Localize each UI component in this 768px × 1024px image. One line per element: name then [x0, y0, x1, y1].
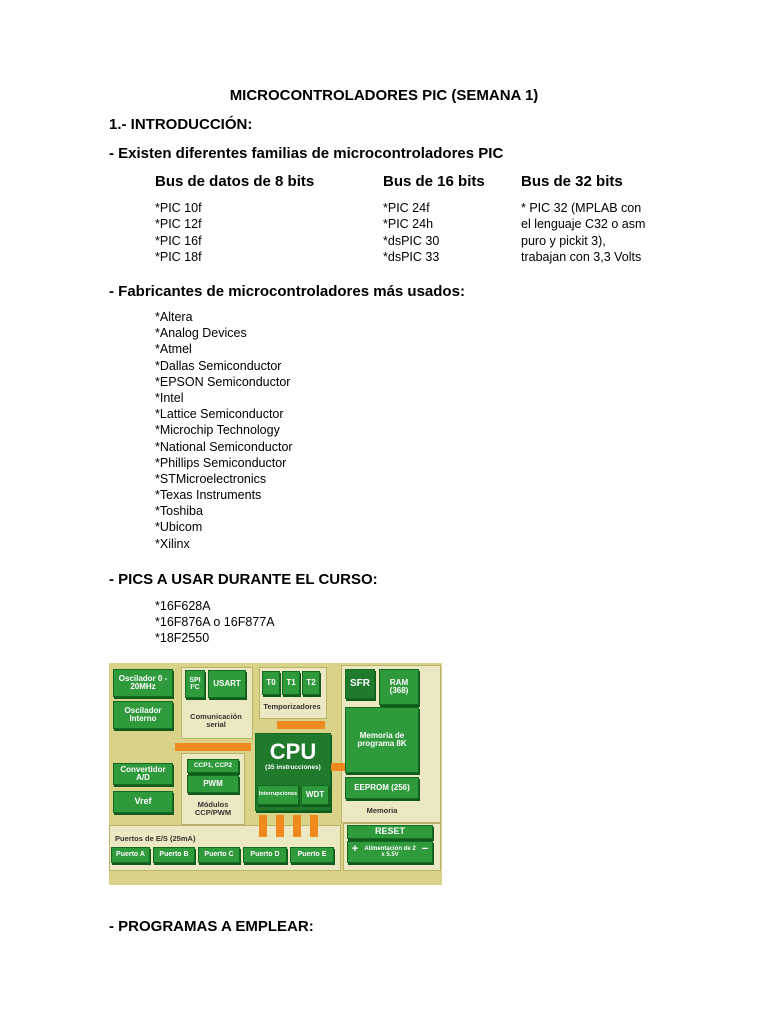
list-item: *Xilinx: [155, 536, 190, 551]
wdt-chip: WDT: [301, 785, 329, 805]
arrow-port-1: [259, 815, 267, 837]
pics-heading: - PICS A USAR DURANTE EL CURSO:: [109, 571, 378, 588]
memoria-label: Memoria: [366, 806, 398, 815]
arrow-port-4: [310, 815, 318, 837]
list-item: trabajan con 3,3 Volts: [521, 249, 642, 264]
convertidor-chip: Convertidor A/D: [113, 763, 173, 785]
arrow-cpu-memory: [331, 763, 345, 771]
list-item: *PIC 18f: [155, 249, 202, 264]
list-item: *Phillips Semiconductor: [155, 455, 287, 470]
alimentacion-chip: Alimentación de 2 x 5.5V: [347, 841, 433, 863]
manufacturers-list: [155, 309, 293, 552]
spi-chip: SPI I²C: [185, 670, 205, 698]
list-item: *dsPIC 30: [383, 233, 440, 248]
interrupciones-chip: Interrupciones: [257, 785, 299, 805]
list-item: * PIC 32 (MPLAB con: [521, 201, 642, 215]
oscilador-interno-chip: Oscilador Interno: [113, 701, 173, 729]
t0-chip: T0: [262, 671, 280, 695]
comunicacion-label: Comunicación serial: [190, 712, 242, 729]
list-item: *Atmel: [155, 342, 192, 357]
ccp-chip: CCP1, CCP2: [187, 759, 239, 773]
vref-chip: Vref: [113, 791, 173, 813]
puerto-b-chip: Puerto B: [153, 847, 195, 863]
usart-chip: USART: [208, 670, 246, 698]
list-item: el lenguaje C32 o asm: [521, 217, 646, 232]
list-item: *Analog Devices: [155, 326, 247, 341]
list-item: *Texas Instruments: [155, 488, 262, 503]
reset-chip: RESET: [347, 825, 433, 839]
list-item: *Intel: [155, 390, 184, 405]
list-item: *PIC 24h: [383, 217, 434, 232]
pic-block-diagram: [109, 663, 442, 885]
arrow-port-3: [293, 815, 301, 837]
pwm-chip: PWM: [187, 775, 239, 793]
list-item: *PIC 24f: [383, 201, 430, 215]
temporizadores-label: Temporizadores: [263, 702, 321, 711]
t2-chip: T2: [302, 671, 320, 695]
modulos-label: Módulos CCP/PWM: [194, 800, 232, 817]
list-item: *dsPIC 33: [383, 249, 440, 264]
memoria-programa-chip: Memoria de programa 8K: [345, 707, 419, 773]
arrow-left-cpu: [175, 743, 251, 751]
list-item: *STMicroelectronics: [155, 471, 267, 486]
arrow-port-2: [276, 815, 284, 837]
ram-chip: RAM (368): [379, 669, 419, 705]
eeprom-chip: EEPROM (256): [345, 777, 419, 799]
puerto-c-chip: Puerto C: [198, 847, 240, 863]
programs-heading: - PROGRAMAS A EMPLEAR:: [109, 918, 314, 935]
puertos-label: Puertos de E/S (25mA): [115, 834, 196, 843]
list-item: *16F628A: [155, 599, 211, 613]
list-item: *18F2550: [155, 631, 210, 646]
bus-16-list: [383, 200, 439, 265]
pics-list: [155, 598, 275, 647]
list-item: *Microchip Technology: [155, 423, 280, 438]
minus-icon: −: [421, 843, 429, 855]
bus-32-list: [521, 200, 645, 265]
families-heading: - Existen diferentes familias de microcontroladores PIC: [109, 145, 504, 162]
page-title: MICROCONTROLADORES PIC (SEMANA 1): [229, 87, 539, 104]
list-item: *EPSON Semiconductor: [155, 374, 291, 389]
list-item: puro y pickit 3),: [521, 233, 606, 248]
cpu-chip: CPU: [255, 733, 331, 811]
bus-8-header: Bus de datos de 8 bits: [155, 173, 315, 190]
manufacturers-heading: - Fabricantes de microcontroladores más usados:: [109, 283, 465, 300]
section-introduccion: 1.- INTRODUCCIÓN:: [109, 116, 253, 133]
t1-chip: T1: [282, 671, 300, 695]
bus-32-header: Bus de 32 bits: [521, 173, 623, 190]
arrow-timers-memory: [277, 721, 325, 729]
list-item: *PIC 12f: [155, 217, 202, 232]
list-item: *Toshiba: [155, 504, 203, 519]
sfr-chip: SFR: [345, 669, 375, 699]
plus-icon: +: [351, 843, 359, 855]
list-item: *National Semiconductor: [155, 439, 293, 454]
list-item: *Ubicom: [155, 520, 203, 535]
bus-16-header: Bus de 16 bits: [383, 173, 485, 190]
list-item: *Dallas Semiconductor: [155, 358, 282, 373]
bus-8-list: [155, 200, 202, 265]
list-item: *Altera: [155, 310, 193, 324]
oscilador-chip: Oscilador 0 - 20MHz: [113, 669, 173, 697]
list-item: *PIC 10f: [155, 201, 202, 215]
puerto-e-chip: Puerto E: [290, 847, 334, 863]
puerto-a-chip: Puerto A: [111, 847, 150, 863]
cpu-sub-label: (35 instrucciones): [265, 764, 321, 771]
list-item: *16F876A o 16F877A: [155, 615, 275, 630]
list-item: *PIC 16f: [155, 233, 202, 248]
puerto-d-chip: Puerto D: [243, 847, 287, 863]
list-item: *Lattice Semiconductor: [155, 407, 284, 422]
